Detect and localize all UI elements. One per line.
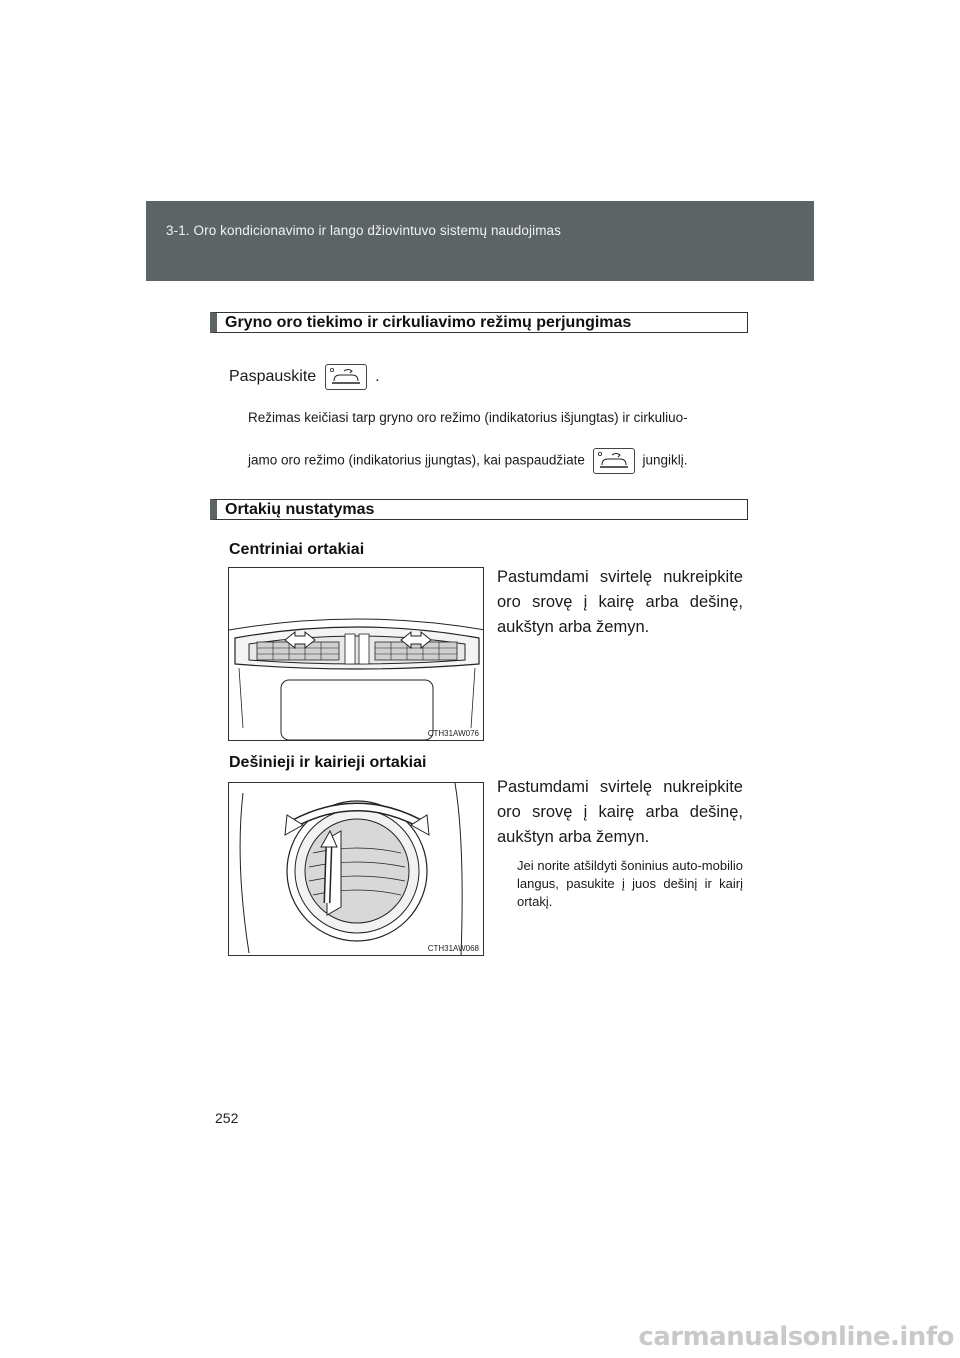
side-vents-text: Pastumdami svirtelę nukreipkite oro srovę į kairę arba dešinę, aukštyn arba žemyn.: [497, 778, 743, 846]
instruction-text: Paspauskite: [229, 368, 317, 386]
side-vent-illustration: [229, 783, 484, 956]
side-vents-figure: [228, 782, 484, 956]
instruction-line: [229, 364, 380, 390]
section-heading-vents: [210, 499, 748, 520]
side-vents-note: Jei norite atšildyti šoninius auto-mobilio langus, pasukite į juos dešinį ir kairį ortakį.: [517, 858, 743, 909]
air-recirculation-icon: [593, 448, 635, 474]
side-vents-heading: Dešinieji ir kairieji ortakiai: [229, 754, 427, 771]
section-heading-fresh-air: [210, 312, 748, 333]
figure-code: CTH31AW068: [427, 944, 479, 953]
central-vents-heading: Centriniai ortakiai: [229, 541, 365, 558]
chapter-title: 3-1. Oro kondicionavimo ir lango džiovintuvo sistemų naudojimas: [166, 223, 561, 238]
chapter-header-band: [146, 201, 814, 281]
central-vent-illustration: [229, 568, 484, 741]
mode-note-line-2-end: jungiklį.: [642, 452, 688, 468]
section-heading-text: Gryno oro tiekimo ir cirkuliavimo režimų perjungimas: [225, 314, 632, 331]
page-number: 252: [215, 1110, 239, 1126]
figure-code: CTH31AW076: [427, 729, 479, 738]
central-vents-text: Pastumdami svirtelę nukreipkite oro srovę į kairę arba dešinę, aukštyn arba žemyn.: [497, 568, 743, 636]
mode-note-line-1: Režimas keičiasi tarp gryno oro režimo (indikatorius išjungtas) ir cirkuliuo-: [248, 410, 688, 425]
air-recirculation-icon: [325, 364, 367, 390]
central-vents-figure: [228, 567, 484, 741]
mode-note-line-2: [248, 448, 687, 474]
watermark: carmanualsonline.info: [638, 1322, 954, 1352]
section-heading-text: Ortakių nustatymas: [225, 501, 375, 518]
instruction-end: .: [375, 368, 380, 386]
mode-note-line-2-start: jamo oro režimo (indikatorius įjungtas), kai paspaudžiate: [248, 452, 585, 468]
